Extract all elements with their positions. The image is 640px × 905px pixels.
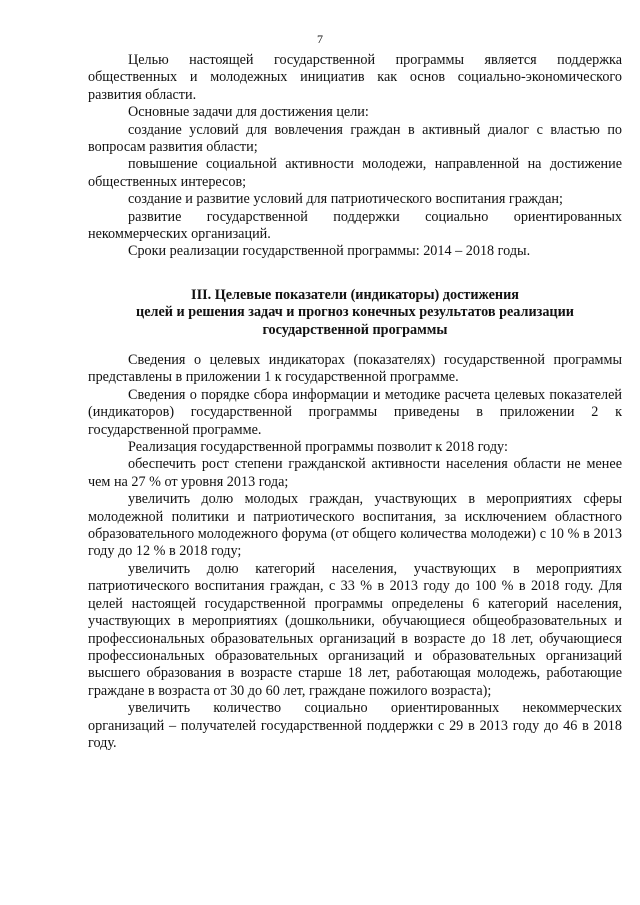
paragraph-task-nko: развитие государственной поддержки социально ориентированных некоммерческих организаций. — [88, 208, 622, 243]
section-heading-line-3: государственной программы — [262, 321, 448, 338]
paragraph-task-youth: повышение социальной активности молодежи, направленной на достижение общественных интересов; — [88, 156, 622, 190]
section-body — [88, 352, 622, 752]
section-heading-line-1: III. Целевые показатели (индикаторы) достижения — [191, 287, 519, 303]
paragraph-task-patriotic: создание и развитие условий для патриотического воспитания граждан; — [128, 191, 563, 208]
paragraph-indicators: Сведения о целевых индикаторах (показателях) государственной программы представлены в приложении 1 к государственной программе. — [88, 352, 622, 386]
paragraph-results-intro: Реализация государственной программы позволит к 2018 году: — [128, 439, 508, 456]
paragraph-methodology: Сведения о порядке сбора информации и методике расчета целевых показателей (индикаторов) государственной программы приведены в приложении 2 к государственной программе. — [88, 386, 622, 438]
paragraph-youth-share: увеличить долю молодых граждан, участвующих в мероприятиях сферы молодежной политики и патриотического воспитания, за исключением областного образовательного молодежного форума (от общего количества молодежи) с 10 % в 2013 году до 12 % в 2018 году; — [88, 491, 622, 560]
paragraph-task-dialog: создание условий для вовлечения граждан в активный диалог с властью по вопросам развития области; — [88, 121, 622, 156]
page-number: 7 — [317, 32, 323, 46]
paragraph-terms: Сроки реализации государственной программы: 2014 – 2018 годы. — [128, 243, 531, 260]
intro-text — [88, 52, 622, 261]
paragraph-tasks-heading: Основные задачи для достижения цели: — [128, 104, 369, 121]
section-heading-line-2: целей и решения задач и прогноз конечных результатов реализации — [136, 304, 574, 321]
section-heading — [88, 287, 622, 339]
paragraph-patriotic-categories: увеличить долю категорий населения, участвующих в мероприятиях патриотического воспитания граждан, с 33 % в 2013 году до 100 % в 2018 году. Для целей настоящей государственной программы определены 6 категорий населения, участвующих в мероприятиях (дошкольники, обучающиеся общеобразовательных и профессиональных образовательных организаций в возрасте до 18 лет, обучающиеся профессиональных образовательных организаций и образовательных организаций высшего образования в возрасте старше 18 лет, работающая молодежь, работающие граждане в возраста от 30 до 60 лет, граждане пожилого возраста); — [88, 560, 622, 699]
paragraph-civic-activity: обеспечить рост степени гражданской активности населения области не менее чем на 27 % от уровня 2013 года; — [88, 456, 622, 490]
paragraph-goal: Целью настоящей государственной программы является поддержка общественных и молодежных инициатив как основ социально-экономического развития области. — [88, 52, 622, 103]
paragraph-nko-count: увеличить количество социально ориентированных некоммерческих организаций – получателей государственной поддержки с 29 в 2013 году до 46 в 2018 году. — [88, 700, 622, 751]
